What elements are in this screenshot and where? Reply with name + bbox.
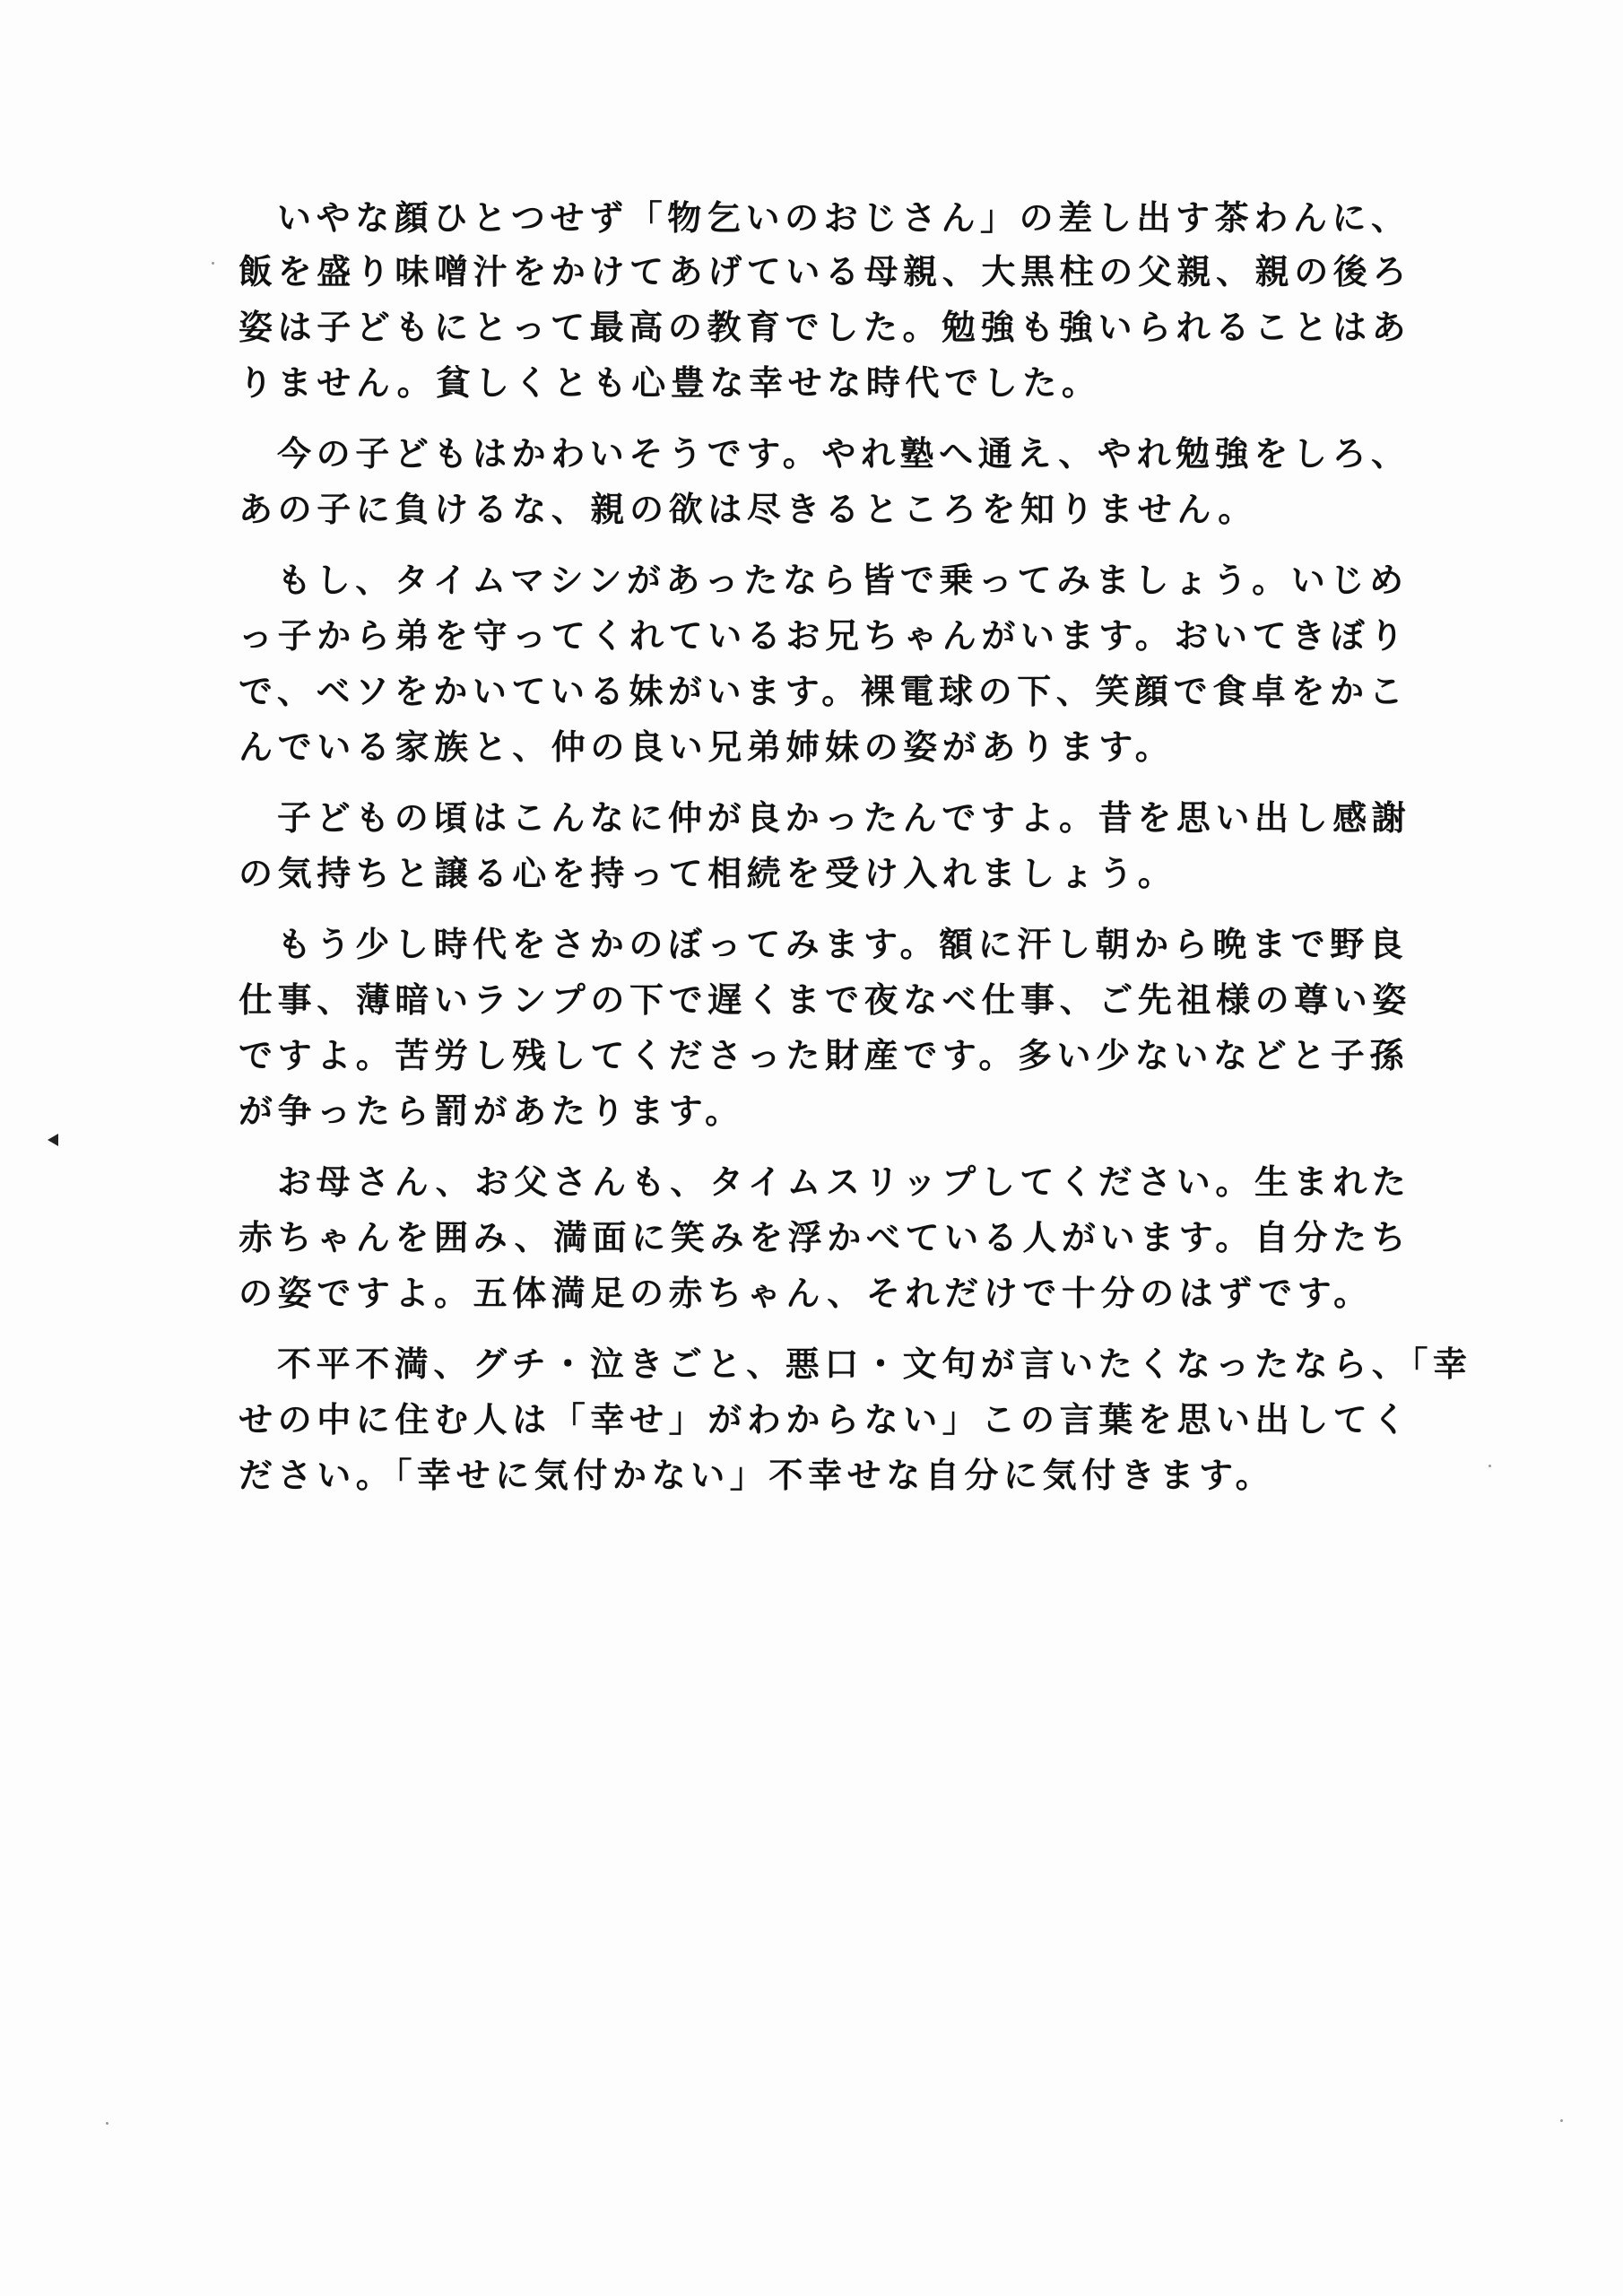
page-edge-marker-icon <box>48 1134 58 1146</box>
scan-speck <box>1560 2119 1563 2122</box>
text-line: もし、タイムマシンがあったなら皆で乗ってみましょう。いじめ <box>277 561 1409 600</box>
scan-speck <box>106 2122 108 2125</box>
text-line: 姿は子どもにとって最高の教育でした。勉強も強いられることはあ <box>239 308 1411 347</box>
text-line: で、ベソをかいている妹がいます。裸電球の下、笑顔で食卓をかこ <box>239 672 1409 711</box>
text-line: ださい。「幸せに気付かない」不幸せな自分に気付きます。 <box>239 1456 1275 1495</box>
text-line: もう少し時代をさかのぼってみます。額に汗し朝から晩まで野良 <box>277 925 1409 964</box>
text-line: 仕事、薄暗いランプの下で遅くまで夜なべ仕事、ご先祖様の尊い姿 <box>239 980 1412 1020</box>
text-line: の姿ですよ。五体満足の赤ちゃん、それだけで十分のはずです。 <box>239 1274 1373 1313</box>
text-line: あの子に負けるな、親の欲は尽きるところを知りません。 <box>239 490 1257 529</box>
scan-speck <box>1488 1465 1491 1467</box>
text-line: りません。貧しくとも心豊な幸せな時代でした。 <box>239 363 1101 403</box>
text-line: の気持ちと譲る心を持って相続を受け入れましょう。 <box>239 854 1177 893</box>
text-line: 飯を盛り味噌汁をかけてあげている母親、大黒柱の父親、親の後ろ <box>239 252 1412 291</box>
text-line: お母さん、お父さんも、タイムスリップしてください。生まれた <box>277 1162 1411 1202</box>
text-line: んでいる家族と、仲の良い兄弟姉妹の姿があります。 <box>239 727 1175 767</box>
text-line: 今の子どもはかわいそうです。やれ塾へ通え、やれ勉強をしろ、 <box>277 434 1410 474</box>
text-line: せの中に住む人は「幸せ」がわからない」この言葉を思い出してく <box>239 1400 1412 1439</box>
scan-speck <box>212 262 214 265</box>
text-line: 子どもの頃はこんなに仲が良かったんですよ。昔を思い出し感謝 <box>277 798 1411 838</box>
text-line: っ子から弟を守ってくれているお兄ちゃんがいます。おいてきぼり <box>239 616 1409 656</box>
text-line: いやな顔ひとつせず「物乞いのおじさん」の差し出す茶わんに、 <box>277 198 1410 238</box>
text-line: 赤ちゃんを囲み、満面に笑みを浮かべている人がいます。自分たち <box>239 1218 1411 1257</box>
text-line: ですよ。苦労し残してくださった財産です。多い少ないなどと子孫 <box>239 1036 1409 1075</box>
text-line: 不平不満、グチ・泣きごと、悪口・文句が言いたくなったなら、「幸 <box>277 1344 1472 1384</box>
text-line: が争ったら罰があたります。 <box>239 1091 744 1131</box>
